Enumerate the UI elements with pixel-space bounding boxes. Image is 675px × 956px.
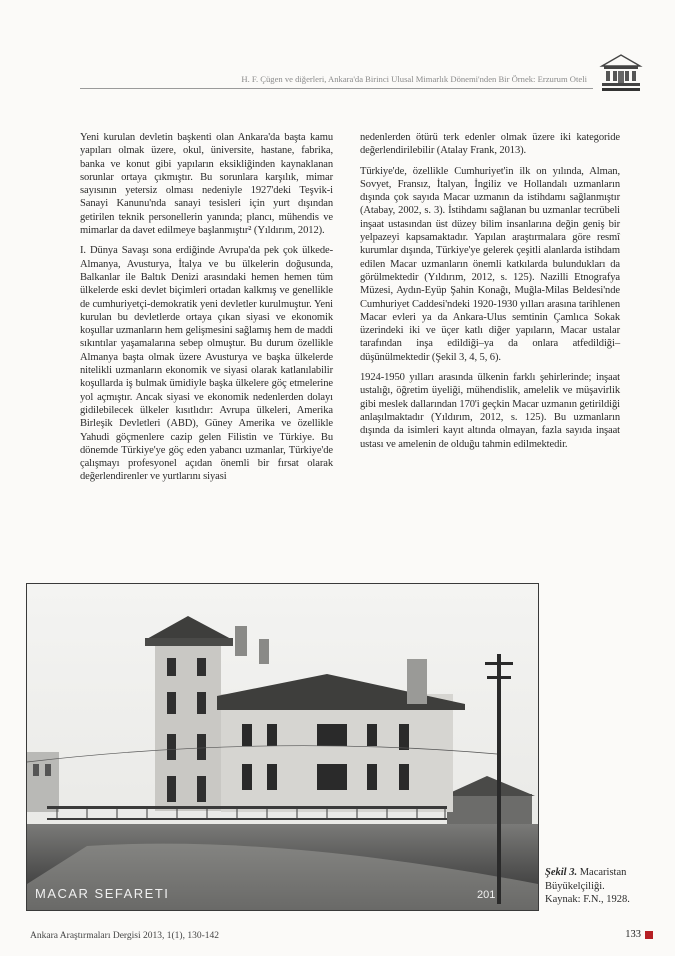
figure-photo <box>26 583 539 911</box>
paragraph: Türkiye'de, özellikle Cumhuriyet'in ilk on yılında, Alman, Sovyet, Fransız, İtalyan, İngiliz ve Hollandalı uzmanların dışında çok sayıda Macar uzmanın da istihdamı sağlanmıştır (Atabay, 2002, s. 3). İstihdamı sağlanan bu uzmanlar tecrübeli inşaat ustasından üst düzey bilim insanlarına değin geniş bir yelpazeyi kapsamaktadır. Yapılan araştırmalara göre resmî kurumlar dışında, Türkiye'ye gelerek çeşitli alanlarda istihdam edilen Macar uzmanların önemli katkılarda bulundukları da görülmektedir (Yıldırım, 2012, s. 125). Nazilli Etnografya Müzesi, Aydın-Eyüp Şahin Konağı, Muğla-Milas Beldesi'nde Cumhuriyet Caddesi'ndeki 1920-1930 yılları arasına tarihlenen Macar evleri ya da Ankara-Ulus semtinin Çamlıca Sokak üzerindeki iki ve üçer katlı diğer yapıların, Macar ustalar tarafından inşa edildiği–ya da onlara atfedildiği–düşünülmektedir (Şekil 3, 4, 5, 6). <box>360 165 620 363</box>
caption-title: Macaristan Büyükelçiliği. <box>545 867 627 892</box>
journal-logo-icon <box>598 52 644 94</box>
photo-inscription-left: MACAR SEFARETI <box>35 886 170 901</box>
figure-caption <box>545 866 655 907</box>
header-rule <box>80 88 593 89</box>
paragraph: nedenlerden ötürü terk edenler olmak üzere iki kategoride değerlendirilebilir (Atalay Frank, 2013). <box>360 132 620 157</box>
photo-inscription-right: 201 <box>477 889 496 901</box>
footer-journal-citation: Ankara Araştırmaları Dergisi 2013, 1(1), 130-142 <box>30 931 219 941</box>
paragraph: 1924-1950 yılları arasında ülkenin farklı şehirlerinde; inşaat ustalığı, öğretim üyeliği, mühendislik, amelelik ve müşavirlik gibi meslek dallarından 170'i geçkin Macar uzmanın getirildiği anlaşılmaktadır (Yıldırım, 2012, s. 125). Bu uzmanların dışında da isimleri kayıt altında olmayan, fazla sayıda inşaat ustası ve amelenin de olduğu tahmin edilmektedir. <box>360 372 620 450</box>
page-number: 133 <box>625 929 641 940</box>
text-column-right <box>360 131 620 458</box>
embassy-building-photo <box>27 584 538 910</box>
caption-label: Şekil 3. <box>545 867 578 878</box>
running-header: H. F. Çügen ve diğerleri, Ankara'da Birinci Ulusal Mimarlık Dönemi'nden Bir Örnek: Erzurum Oteli <box>241 74 587 84</box>
caption-source: Kaynak: F.N., 1928. <box>545 894 630 905</box>
page-number-block <box>625 929 653 940</box>
paragraph: I. Dünya Savaşı sona erdiğinde Avrupa'da pek çok ülkede-Almanya, Avusturya, İtalya ve bu ülkelerin doğusunda, Balkanlar ile Baltık Denizi arasındaki hemen hemen tüm ülkelerde eski devlet biçimleri ortadan kalkmış ve genellikle de cumhuriyetçi-demokratik yeni devletler kurulmuştur. Yeni kurulan bu devletlerde ortaya çıkan siyasi ve ekonomik koşullar uzmanların hem gelişmesini sağlamış hem de maddi sıkıntılar yaşamalarına sebep olmuştur. Bu durum özellikle Almanya başta olmak üzere Avusturya ve başka ülkelerde nitelikli uzmanların ekonomik ve siyasi olarak katlanılabilir koşullarda iş bulmak ümidiyle başka ülkelere göç etmelerine yol açmıştır. Ancak siyasi ve ekonomik nedenlerden dolayı gidilebilecek ülkeler kısıtlıdır: Avrupa ülkeleri, Amerika Birleşik Devletleri (ABD), Güney Amerika ve özellikle Yahudi göçmenlere cazip gelen Filistin ve Türkiye. Bu dönemde Türkiye'ye göç eden yabancı uzmanlar, Türkiye'de çalışmayı profesyonel açıdan önemli bir fırsat olarak değerlendirenler ve yurtlarını siyasi <box>80 245 333 483</box>
text-column-left <box>80 131 333 491</box>
accent-square-icon <box>645 931 653 939</box>
paragraph: Yeni kurulan devletin başkenti olan Ankara'da başta kamu yapıları olmak üzere, okul, üniversite, hastane, fabrika, banka ve konut gibi yapıların eksikliğinden kaynaklanan sorunlar ortaya çıkmıştır. Bu sorunlara karşılık, mimar sayısının yetersiz olması nedeniyle 1927'deki Teşvik-i Sanayi Kanunu'nda sanayi tesisleri için yurt dışından getirilen teknik personellerin yanında; plancı, mühendis ve mimarlar da davet edilmeye başlanmıştır² (Yıldırım, 2012). <box>80 132 333 237</box>
